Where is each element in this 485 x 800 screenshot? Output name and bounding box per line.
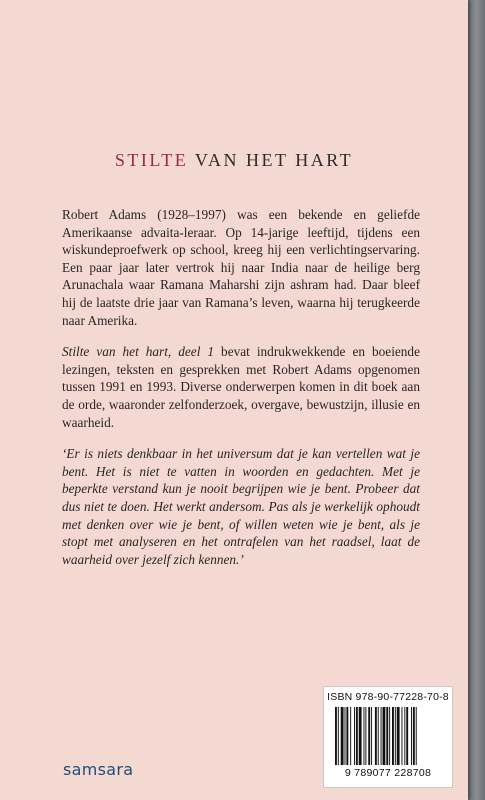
paragraph-author-bio: Robert Adams (1928–1997) was een bekende en geliefde Amerikaanse advaita-leraar. Op 14-jarige leeftijd, tijdens een wiskundeproefwerk op school, kreeg hij een verlichtingservaring. Een paar jaar later vertrok hij naar India naar de heilige berg Arunachala waar Ramana Maharshi zijn ashram had. Daar bleef hij de laatste drie jaar van Ramana’s leven, waarna hij terugkeerde naar Amerika. bbox=[62, 207, 420, 328]
barcode-digits: 9 789077 228708 bbox=[344, 767, 432, 779]
book-title-italic: Stilte van het hart, deel 1 bbox=[62, 344, 215, 360]
paragraph-quote: ‘Er is niets denkbaar in het universum dat je kan vertellen wat je bent. Het is niet te vatten in woorden en gedachten. Met je beperkte verstand kun je nooit begrijpen wie je bent. Probeer dat dus niet te doen. Het werkt andersom. Pas als je werkelijk ophoudt met denken over wie je bent, of willen weten wie je bent, als je stopt met analyseren en het ontrafelen van het raadsel, laat de waarheid over jezelf zich kennen.’ bbox=[62, 446, 420, 567]
barcode-icon bbox=[334, 707, 442, 765]
book-title bbox=[0, 150, 468, 171]
isbn-label: ISBN 978-90-77228-70-8 bbox=[327, 691, 449, 703]
isbn-barcode-box bbox=[323, 686, 453, 788]
blurb-text bbox=[62, 206, 420, 582]
paragraph-book-description bbox=[62, 343, 420, 431]
publisher-logo: samsara bbox=[63, 760, 134, 779]
book-description-text: bevat indrukwekkende en boeiende lezingen, teksten en gesprekken met Robert Adams opgenomen tussen 1991 en 1993. Diverse onderwerpen komen in dit boek aan de orde, waaronder zelfonderzoek, overgave, bewustzijn, illusie en waarheid. bbox=[62, 344, 420, 430]
title-rest: VAN HET HART bbox=[188, 150, 354, 170]
title-accent-word: STILTE bbox=[114, 150, 189, 170]
